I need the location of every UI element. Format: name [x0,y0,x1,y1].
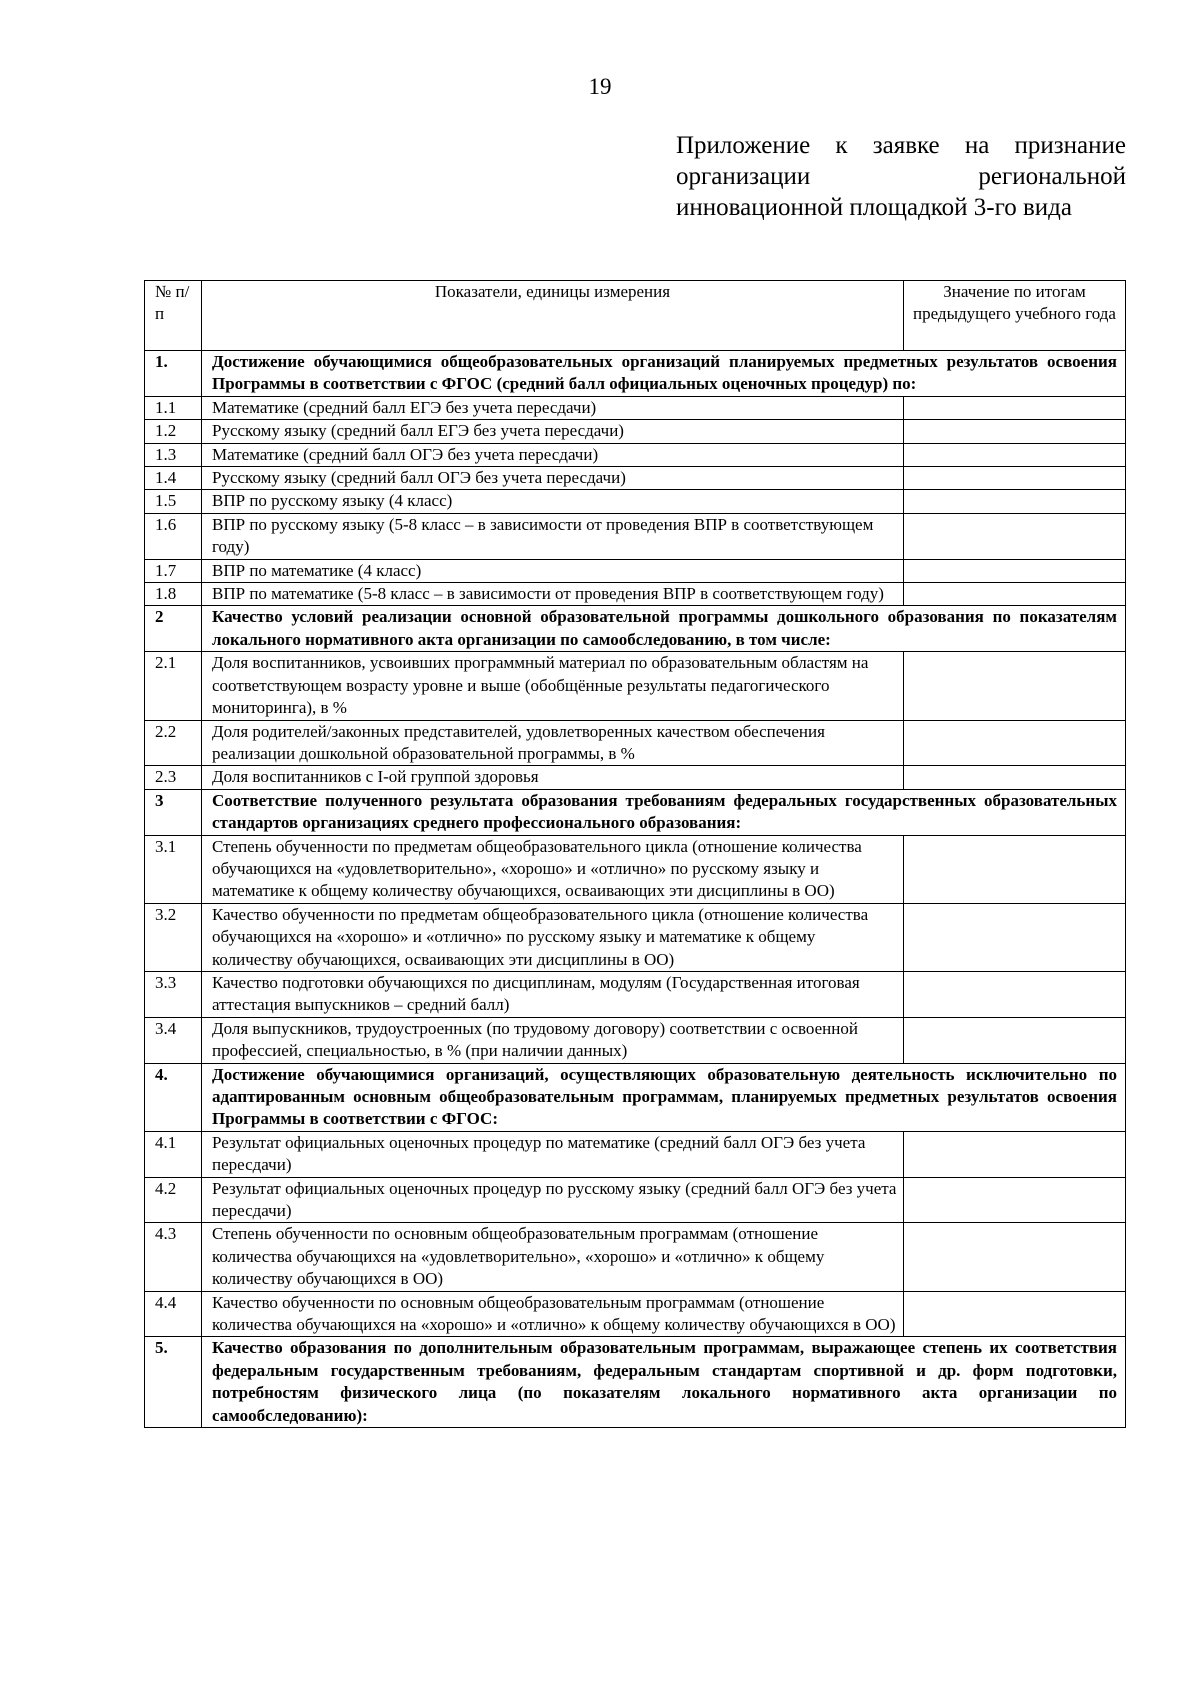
header-value: Значение по итогам предыдущего учебного года [904,281,1126,351]
table-row [145,490,1126,513]
row-indicator: Русскому языку (средний балл ОГЭ без учета пересдачи) [202,467,904,490]
row-indicator: Русскому языку (средний балл ЕГЭ без учета пересдачи) [202,420,904,443]
table-header-row [145,281,1126,351]
row-indicator: Достижение обучающимися общеобразовательных организаций планируемых предметных результатов освоения Программы в соответствии с ФГОС (средний балл официальных оценочных процедур) по: [202,351,1126,397]
row-number: 4.4 [145,1291,202,1337]
table-row [145,720,1126,766]
row-indicator: ВПР по математике (5-8 класс – в зависимости от проведения ВПР в соответствующем году) [202,583,904,606]
row-value-cell[interactable] [904,1177,1126,1223]
row-value-cell[interactable] [904,396,1126,419]
row-indicator: ВПР по русскому языку (4 класс) [202,490,904,513]
row-number: 3.3 [145,971,202,1017]
row-value-cell[interactable] [904,490,1126,513]
row-indicator: Качество подготовки обучающихся по дисциплинам, модулям (Государственная итоговая аттестация выпускников – средний балл) [202,971,904,1017]
row-indicator: Качество условий реализации основной образовательной программы дошкольного образования по показателям локального нормативного акта организации по самообследованию, в том числе: [202,606,1126,652]
table-row [145,903,1126,971]
row-indicator: Качество образования по дополнительным образовательным программам, выражающее степень их соответствия федеральным государственным требованиям, федеральным стандартам спортивной и др. форм подготовки, потребностям физического лица (по показателям локального нормативного акта организации по самообследованию): [202,1337,1126,1428]
row-value-cell[interactable] [904,720,1126,766]
indicators-table [144,280,1126,1428]
row-indicator: ВПР по русскому языку (5-8 класс – в зависимости от проведения ВПР в соответствующем году) [202,513,904,559]
row-indicator: Качество обученности по предметам общеобразовательного цикла (отношение количества обучающихся на «хорошо» и «отлично» по русскому языку и математике к общему количеству обучающихся, осваивающих эти дисциплины в ОО) [202,903,904,971]
row-indicator: Доля выпускников, трудоустроенных (по трудовому договору) соответствии с освоенной профессией, специальностью, в % (при наличии данных) [202,1017,904,1063]
row-indicator: Математике (средний балл ОГЭ без учета пересдачи) [202,443,904,466]
row-indicator: Результат официальных оценочных процедур по русскому языку (средний балл ОГЭ без учета пересдачи) [202,1177,904,1223]
table-row [145,971,1126,1017]
row-number: 1.8 [145,583,202,606]
row-number: 2.1 [145,652,202,720]
row-value-cell[interactable] [904,971,1126,1017]
row-number: 3.4 [145,1017,202,1063]
row-indicator: Достижение обучающимися организаций, осуществляющих образовательную деятельность исключительно по адаптированным основным общеобразовательным программам, планируемых предметных результатов освоения Программы в соответствии с ФГОС: [202,1063,1126,1131]
row-indicator: Соответствие полученного результата образования требованиям федеральных государственных образовательных стандартов организациях среднего профессионального образования: [202,789,1126,835]
row-number: 1.5 [145,490,202,513]
row-value-cell[interactable] [904,1291,1126,1337]
row-indicator: Степень обученности по предметам общеобразовательного цикла (отношение количества обучающихся на «удовлетворительно», «хорошо» и «отлично» по русскому языку и математике к общему количеству обучающихся, осваивающих эти дисциплины в ОО) [202,835,904,903]
row-number: 4. [145,1063,202,1131]
row-number: 1.6 [145,513,202,559]
row-number: 3 [145,789,202,835]
row-indicator: Результат официальных оценочных процедур по математике (средний балл ОГЭ без учета пересдачи) [202,1131,904,1177]
table-row [145,467,1126,490]
table-row [145,351,1126,397]
table-row [145,443,1126,466]
row-number: 2.2 [145,720,202,766]
row-number: 1.3 [145,443,202,466]
row-indicator: Степень обученности по основным общеобразовательным программам (отношение количества обучающихся на «удовлетворительно», «хорошо» и «отлично» к общему количеству обучающихся в ОО) [202,1223,904,1291]
row-value-cell[interactable] [904,467,1126,490]
table-row [145,1177,1126,1223]
row-indicator: Доля родителей/законных представителей, удовлетворенных качеством обеспечения реализации дошкольной образовательной программы, в % [202,720,904,766]
table-row [145,1063,1126,1131]
row-value-cell[interactable] [904,1131,1126,1177]
table-row [145,1131,1126,1177]
row-number: 3.1 [145,835,202,903]
row-number: 1.2 [145,420,202,443]
row-number: 1. [145,351,202,397]
table-row [145,1017,1126,1063]
table-row [145,1291,1126,1337]
table-row [145,396,1126,419]
row-indicator: Доля воспитанников с I-ой группой здоровья [202,766,904,789]
row-value-cell[interactable] [904,652,1126,720]
row-number: 1.4 [145,467,202,490]
row-indicator: Качество обученности по основным общеобразовательным программам (отношение количества обучающихся на «хорошо» и «отлично» к общему количеству обучающихся в ОО) [202,1291,904,1337]
table-row [145,559,1126,582]
row-number: 2.3 [145,766,202,789]
row-number: 4.2 [145,1177,202,1223]
row-value-cell[interactable] [904,420,1126,443]
table-row [145,583,1126,606]
row-value-cell[interactable] [904,1017,1126,1063]
header-num: № п/п [145,281,202,351]
row-value-cell[interactable] [904,559,1126,582]
row-value-cell[interactable] [904,766,1126,789]
row-number: 4.3 [145,1223,202,1291]
table-row [145,835,1126,903]
row-number: 3.2 [145,903,202,971]
row-value-cell[interactable] [904,835,1126,903]
row-indicator: ВПР по математике (4 класс) [202,559,904,582]
row-value-cell[interactable] [904,903,1126,971]
row-value-cell[interactable] [904,583,1126,606]
row-number: 4.1 [145,1131,202,1177]
page-number: 19 [588,74,612,99]
row-indicator: Математике (средний балл ЕГЭ без учета пересдачи) [202,396,904,419]
table-row [145,1337,1126,1428]
table-row [145,766,1126,789]
table-row [145,1223,1126,1291]
appendix-note: Приложение к заявке на признание организации региональной инновационной площадкой 3-го вида [676,132,1126,221]
row-number: 2 [145,606,202,652]
row-value-cell[interactable] [904,513,1126,559]
row-value-cell[interactable] [904,443,1126,466]
row-number: 1.7 [145,559,202,582]
table-row [145,420,1126,443]
row-number: 5. [145,1337,202,1428]
table-row [145,652,1126,720]
table-row [145,606,1126,652]
table-row [145,513,1126,559]
row-value-cell[interactable] [904,1223,1126,1291]
row-number: 1.1 [145,396,202,419]
table-row [145,789,1126,835]
row-indicator: Доля воспитанников, усвоивших программный материал по образовательным областям на соответствующем возрасту уровне и выше (обобщённые результаты педагогического мониторинга), в % [202,652,904,720]
header-indicator: Показатели, единицы измерения [202,281,904,351]
